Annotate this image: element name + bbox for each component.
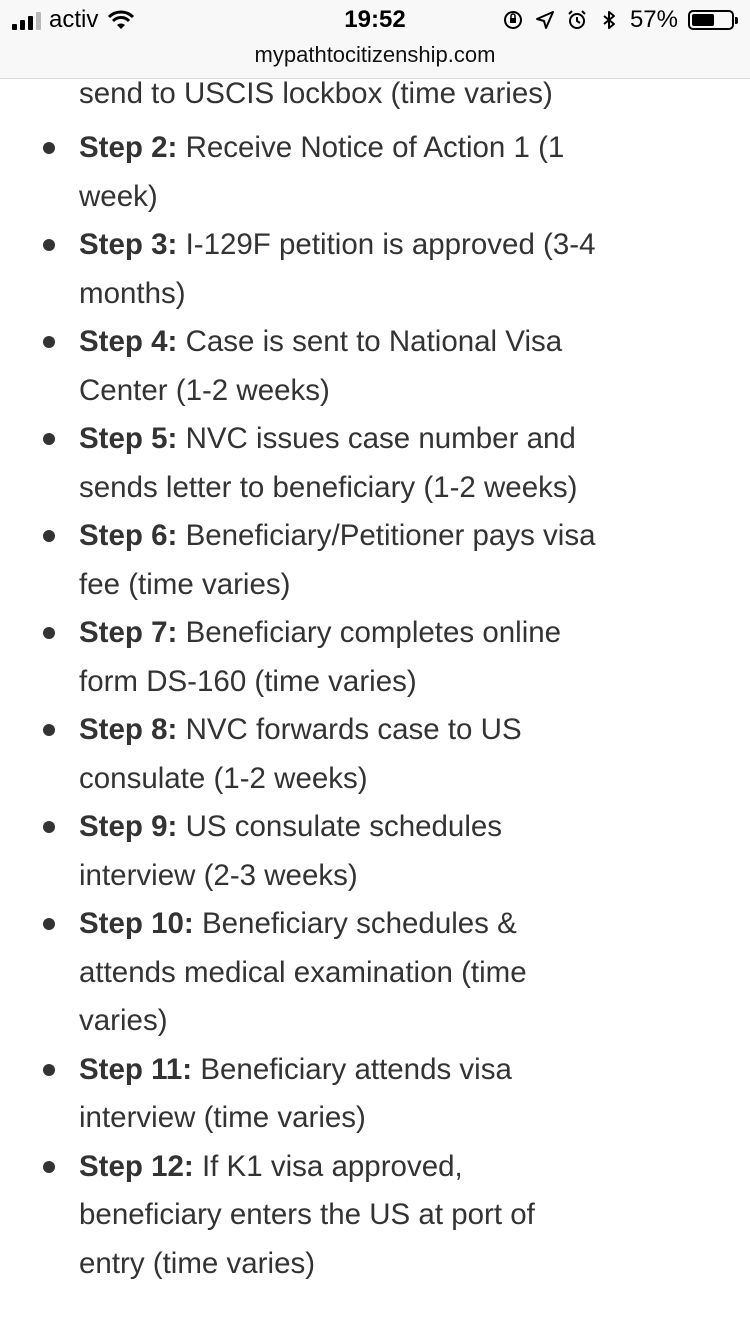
step-text: Beneficiary attends visa interview (time varies) [79, 1052, 512, 1134]
bullet-icon [43, 530, 55, 542]
bullet-icon [43, 336, 55, 348]
status-bar [0, 0, 750, 40]
alarm-icon [566, 9, 588, 31]
step-text: US consulate schedules interview (2-3 weeks) [79, 810, 503, 892]
step-label: Step 8: [79, 713, 178, 746]
step-label: Step 9: [79, 810, 178, 843]
location-arrow-icon [534, 9, 556, 31]
step-text: I-129F petition is approved (3-4 months) [79, 228, 596, 310]
partial-step-text: send to USCIS lockbox (time varies) [79, 79, 553, 110]
bullet-icon [43, 239, 55, 251]
list-item [0, 706, 750, 803]
step-text: NVC issues case number and sends letter to beneficiary (1-2 weeks) [79, 422, 578, 504]
bullet-icon [43, 821, 55, 833]
step-label: Step 7: [79, 616, 178, 649]
step-text: Beneficiary schedules & attends medical examination (time varies) [79, 907, 527, 1037]
step-label: Step 5: [79, 422, 178, 455]
status-right [502, 6, 738, 34]
url-text[interactable]: mypathtocitizenship.com [254, 42, 496, 67]
bullet-icon [43, 142, 55, 154]
list-item [0, 221, 750, 318]
step-label: Step 12: [79, 1149, 194, 1183]
list-item [0, 609, 750, 706]
step-label: Step 11: [79, 1052, 193, 1086]
list-item [0, 415, 750, 512]
clock: 19:52 [344, 6, 406, 33]
step-text: If K1 visa approved, beneficiary enters the US at port of entry (time varies) [79, 1149, 535, 1280]
list-item [0, 803, 750, 900]
list-item [0, 900, 750, 1046]
step-text: Beneficiary/Petitioner pays visa fee (time varies) [79, 519, 596, 601]
step-label: Step 3: [79, 228, 178, 261]
bullet-icon [43, 918, 55, 930]
step-label: Step 4: [79, 325, 178, 358]
bullet-icon [43, 627, 55, 639]
page-content [0, 79, 750, 1334]
battery-percentage: 57% [629, 6, 678, 33]
bluetooth-icon [598, 9, 620, 31]
bullet-icon [43, 1064, 55, 1076]
carrier-name: activ [49, 6, 99, 33]
list-item [0, 1143, 750, 1289]
steps-list [0, 124, 750, 1288]
battery-level-fill [692, 14, 714, 26]
list-item [0, 512, 750, 609]
step-label: Step 10: [79, 907, 194, 940]
step-label: Step 2: [79, 131, 178, 164]
list-item [0, 318, 750, 415]
list-item [0, 1046, 750, 1143]
address-bar[interactable] [0, 40, 750, 79]
orientation-lock-icon [502, 9, 524, 31]
step-text: Beneficiary completes online form DS-160 (time varies) [79, 616, 562, 698]
step-text: NVC forwards case to US consulate (1-2 weeks) [79, 713, 522, 795]
bullet-icon [43, 433, 55, 445]
step-text: Receive Notice of Action 1 (1 week) [79, 131, 565, 213]
battery-icon [688, 10, 734, 30]
bullet-icon [43, 1161, 55, 1173]
step-label: Step 6: [79, 519, 178, 552]
step-text: Case is sent to National Visa Center (1-2 weeks) [79, 325, 563, 407]
bullet-icon [43, 724, 55, 736]
list-item [0, 124, 750, 221]
